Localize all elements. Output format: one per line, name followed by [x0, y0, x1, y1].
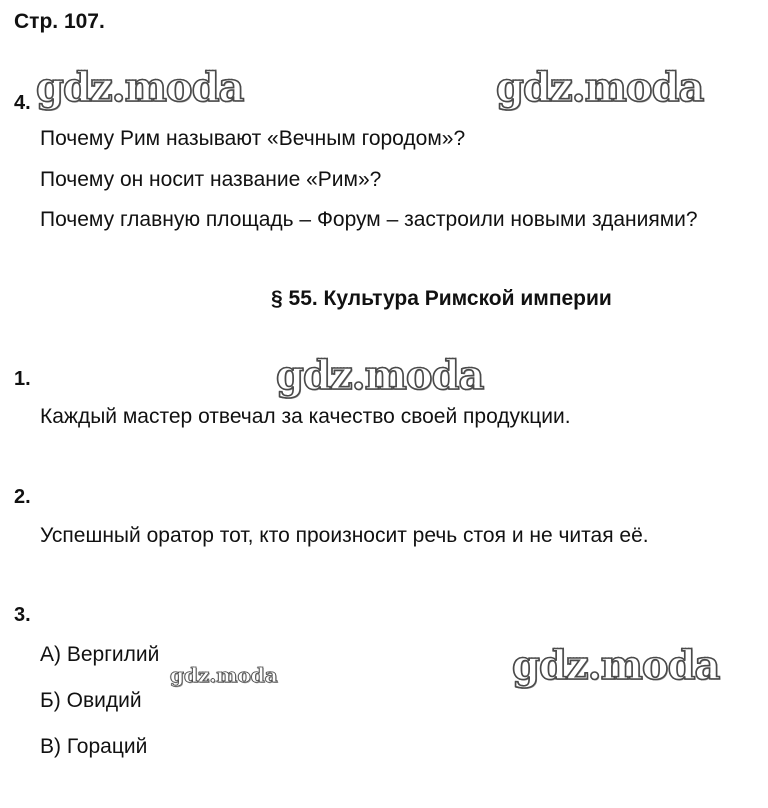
task-3-option-a: А) Вергилий: [40, 643, 160, 666]
task-4-question-2: Почему он носит название «Рим»?: [40, 168, 382, 191]
page-header: Стр. 107.: [14, 10, 105, 33]
task-2-answer: Успешный оратор тот, кто произносит речь стоя и не читая её.: [40, 524, 649, 547]
watermark-logo: gdz.moda: [36, 64, 244, 111]
watermark-logo: gdz.moda: [512, 642, 720, 689]
task-4-question-3: Почему главную площадь – Форум – застроили новыми зданиями?: [40, 208, 698, 231]
task-1-answer: Каждый мастер отвечал за качество своей продукции.: [40, 405, 571, 428]
task-3-number: 3.: [14, 604, 31, 626]
task-3-option-b: Б) Овидий: [40, 689, 142, 712]
task-4-number: 4.: [14, 92, 31, 114]
task-2-number: 2.: [14, 486, 31, 508]
section-title: § 55. Культура Римской империи: [271, 287, 612, 310]
watermark-logo: gdz.moda: [170, 663, 278, 687]
task-4-question-1: Почему Рим называют «Вечным городом»?: [40, 127, 466, 150]
task-1-number: 1.: [14, 368, 31, 390]
watermark-logo: gdz.moda: [276, 352, 484, 399]
watermark-logo: gdz.moda: [496, 64, 704, 111]
task-3-option-c: В) Гораций: [40, 735, 148, 758]
